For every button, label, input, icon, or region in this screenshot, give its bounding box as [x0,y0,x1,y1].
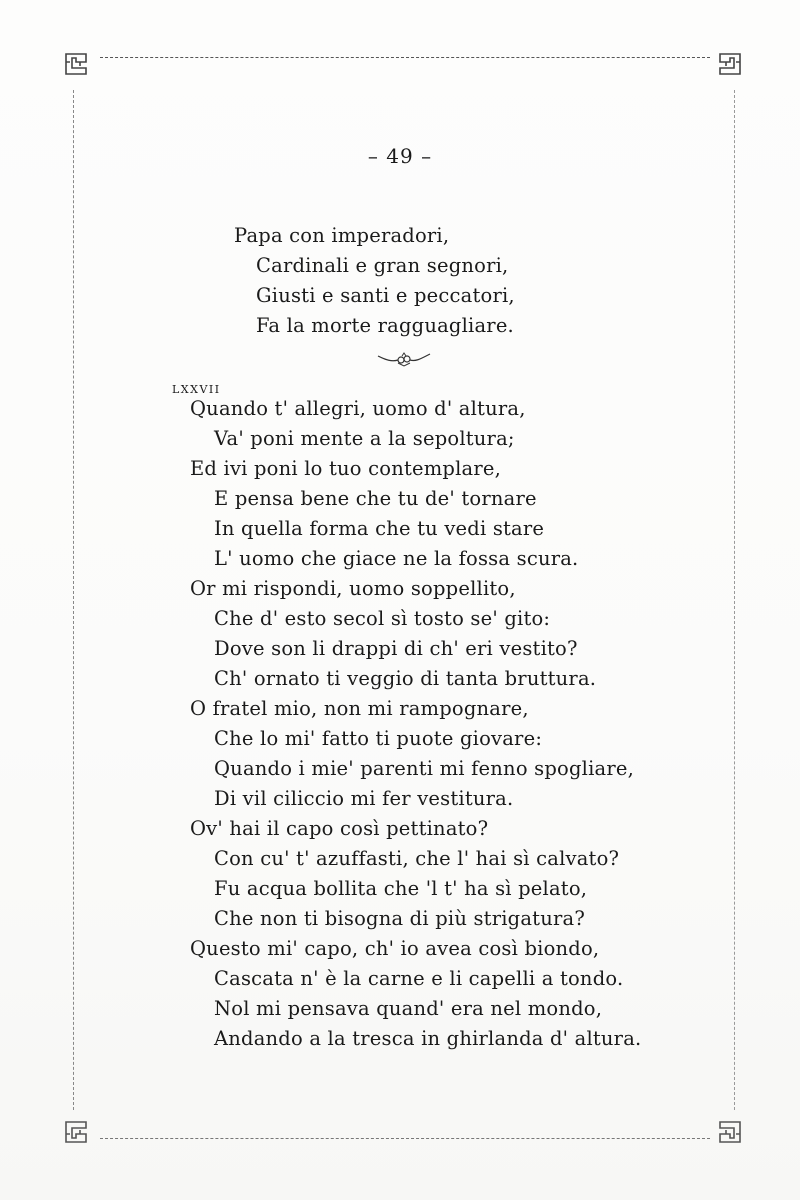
verse-line: Ov' hai il capo così pettinato? [190,817,489,840]
verse-line: Cascata n' è la carne e li capelli a tondo. [214,967,624,990]
verse-line: Che lo mi' fatto ti puote giovare: [214,727,543,750]
fret-corner-icon [62,50,90,78]
verse-line: In quella forma che tu vedi stare [214,517,545,540]
verse-line: Che non ti bisogna di più strigatura? [214,907,585,930]
verse-line: Giusti e santi e peccatori, [256,284,515,307]
frame-bottom-border [100,1138,710,1139]
verse-line: Fa la morte ragguagliare. [256,314,514,337]
fret-corner-icon [716,1118,744,1146]
verse-line: Andando a la tresca in ghirlanda d' altura. [214,1027,642,1050]
verse-line: Questo mi' capo, ch' io avea così biondo, [190,937,600,960]
verse-line: Ed ivi poni lo tuo contemplare, [190,457,502,480]
fret-corner-icon [62,1118,90,1146]
verse-line: Nol mi pensava quand' era nel mondo, [214,997,603,1020]
verse-line: Papa con imperadori, [234,224,450,247]
verse-line: Con cu' t' azuffasti, che l' hai sì calvato? [214,847,620,870]
verse-line: Ch' ornato ti veggio di tanta bruttura. [214,667,597,690]
verse-line: Che d' esto secol sì tosto se' gito: [214,607,551,630]
frame-left-border [73,90,74,1110]
stanza-lxxvii [190,394,641,1054]
verse-line: Quando t' allegri, uomo d' altura, [190,397,526,420]
verse-line: Dove son li drappi di ch' eri vestito? [214,637,578,660]
frame-right-border [734,90,735,1110]
fret-corner-icon [716,50,744,78]
verse-line: Cardinali e gran segnori, [256,254,509,277]
verse-line: O fratel mio, non mi rampognare, [190,697,529,720]
stanza-number: LXXVII [172,383,221,396]
verse-line: Di vil ciliccio mi fer vestitura. [214,787,514,810]
frame-top-border [100,57,710,58]
verse-line: L' uomo che giace ne la fossa scura. [214,547,579,570]
verse-line: Or mi rispondi, uomo soppellito, [190,577,516,600]
page-number: – 49 – [367,144,433,168]
floral-divider-icon [376,350,432,368]
stanza-continued [234,221,515,341]
verse-line: Quando i mie' parenti mi fenno spogliare, [214,757,635,780]
verse-line: Fu acqua bollita che 'l t' ha sì pelato, [214,877,588,900]
verse-line: Va' poni mente a la sepoltura; [214,427,515,450]
verse-line: E pensa bene che tu de' tornare [214,487,537,510]
